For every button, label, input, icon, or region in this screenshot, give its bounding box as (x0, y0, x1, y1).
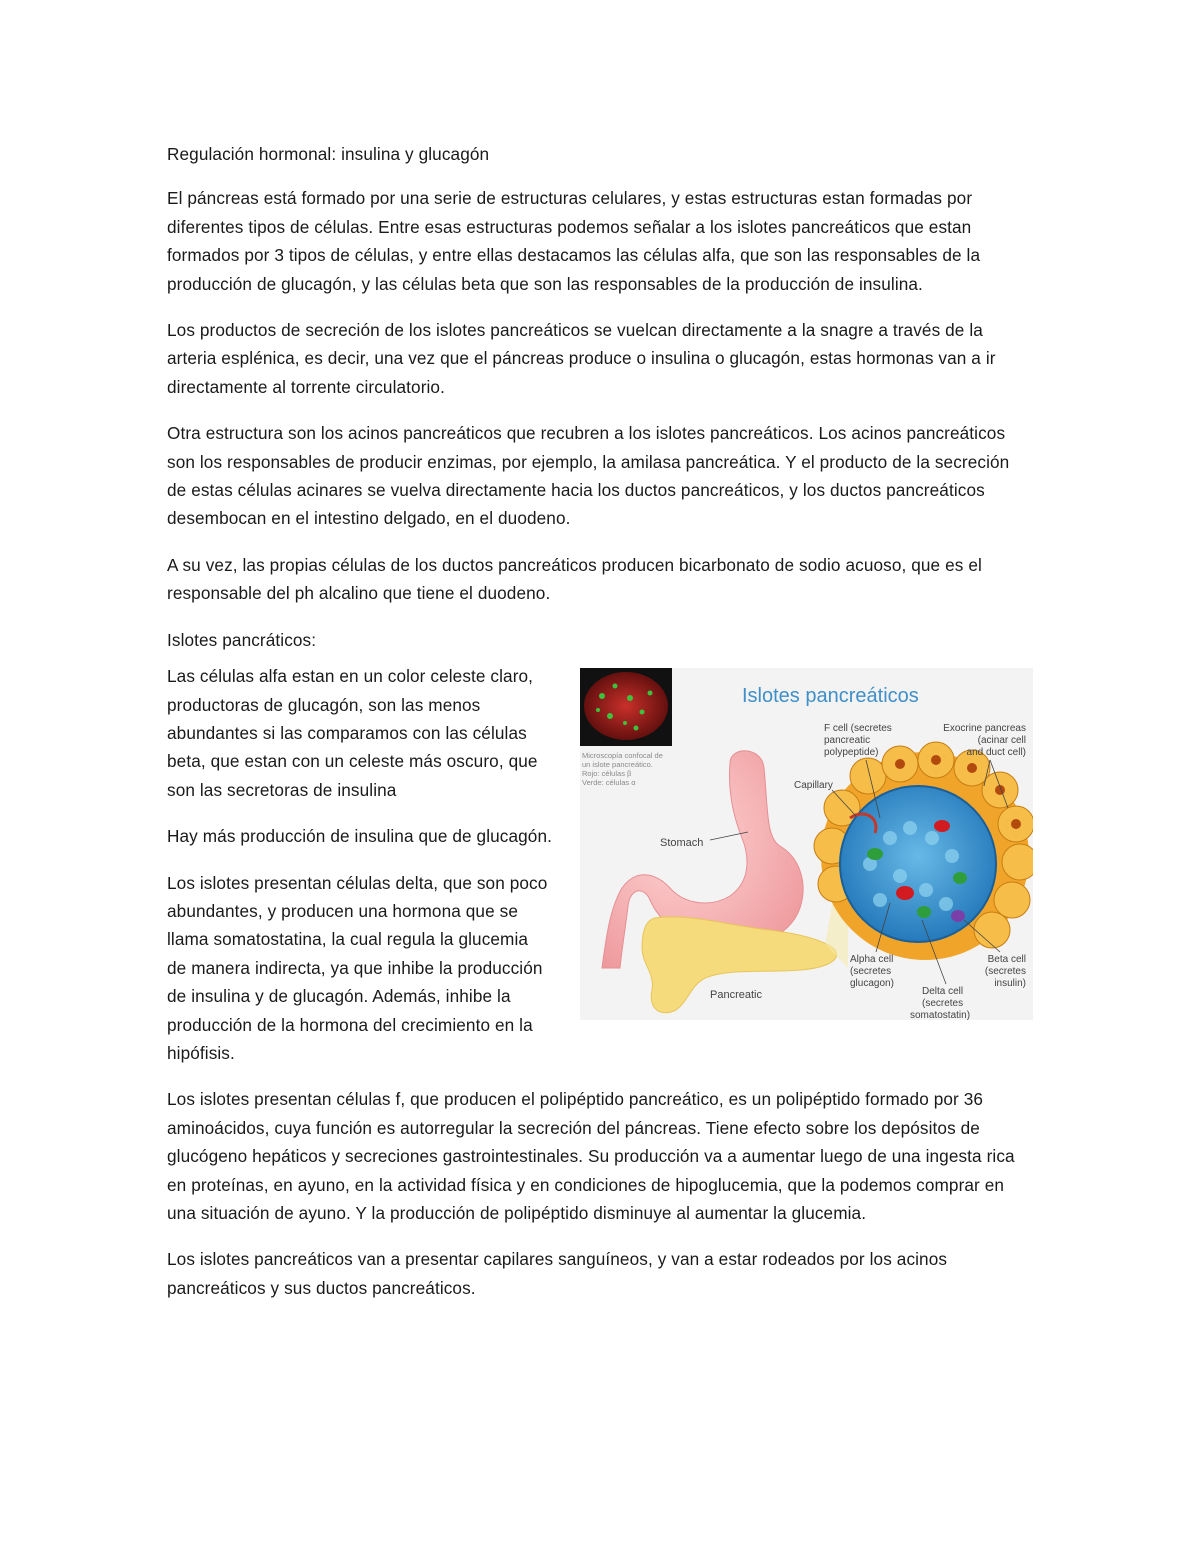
paragraph: El páncreas está formado por una serie de estructuras celulares, y estas estructuras estan formadas por diferentes tipos de células. Entre esas estructuras podemos señalar a los islotes pancreáticos que estan formados por 3 tipos de células, y entre ellas destacamos las células alfa, que son las responsables de la producción de glucagón, y las células beta que son las responsables de la producción de insulina. (167, 188, 981, 294)
figure-title: Islotes pancreáticos (742, 685, 919, 708)
paragraph: Los islotes presentan células f, que producen el polipéptido pancreático, es un polipéptido formado por 36 aminoácidos, cuya función es autorregular la secreción del páncreas. Tiene efecto sobre los depósitos de glucógeno hepáticos y secreciones gastrointestinales. Su producción va a aumentar luego de una ingesta rica en proteínas, en ayuno, en la actividad física y en condiciones de hipoglucemia, que la podemos comprar en una situación de ayuno. Y la producción de polipéptido disminuye al aumentar la glucemia. (167, 1089, 1015, 1223)
label-exocrine: and duct cell) (966, 747, 1026, 759)
micro-caption-line: un islote pancreático. (582, 760, 653, 770)
label-alpha: Alpha cell (850, 954, 894, 966)
document-page (167, 140, 1033, 1320)
islets-figure (580, 668, 1033, 1020)
label-beta: Beta cell (987, 954, 1026, 966)
label-beta: insulin) (994, 978, 1026, 990)
paragraph: Los islotes pancreáticos van a presentar capilares sanguíneos, y van a estar rodeados por los acinos pancreáticos y sus ductos pancreáticos. (167, 1249, 948, 1298)
islets-illustration (580, 668, 1033, 1020)
label-f-cell: pancreatic (824, 735, 871, 747)
paragraph: A su vez, las propias células de los ductos pancreáticos producen bicarbonato de sodio acuoso, que es el responsable del ph alcalino que tiene el duodeno. (167, 554, 982, 604)
label-f-cell: polypeptide) (824, 747, 879, 759)
paragraph: Los islotes presentan células delta, que son poco abundantes, y producen una hormona que se llama somatostatina, la cual regula la glucemia de manera indirecta, ya que inhibe la producción de insulina y de glucagón. Además, inhibe la producción de la hormona del crecimiento en la hipófisis. (167, 872, 548, 1063)
label-capillary: Capillary (794, 780, 833, 792)
label-beta: (secretes (984, 966, 1026, 978)
micro-caption-line: Rojo: células β (582, 769, 632, 779)
paragraph: Las células alfa estan en un color celeste claro, productoras de glucagón, son las menos abundantes si las comparamos con las células beta, que estan con un celeste más oscuro, que son las secretoras de insulina (167, 666, 538, 800)
label-delta: Delta cell (922, 986, 964, 998)
micro-caption-line: Microscopía confocal de (582, 751, 663, 761)
paragraph: Otra estructura son los acinos pancreáticos que recubren a los islotes pancreáticos. Los acinos pancreáticos son los responsables de producir enzimas, por ejemplo, la amilasa pancreática. Y el producto de la secreción de estas células acinares se vuelva directamente hacia los ductos pancreáticos, y los ductos pancreáticos desembocan en el intestino delgado, en el duodeno. (167, 423, 1010, 529)
label-alpha: (secretes (850, 966, 892, 978)
label-exocrine: Exocrine pancreas (943, 723, 1026, 735)
label-exocrine: (acinar cell (977, 735, 1026, 747)
label-f-cell: F cell (secretes (824, 723, 892, 735)
micro-caption-line: Verde: células α (582, 778, 636, 788)
label-stomach: Stomach (660, 837, 704, 850)
label-delta: somatostatin) (910, 1010, 971, 1021)
label-delta: (secretes (922, 998, 964, 1010)
document-title: Regulación hormonal: insulina y glucagón (167, 144, 490, 164)
paragraph: Hay más producción de insulina que de glucagón. (167, 826, 552, 847)
paragraph: Los productos de secreción de los islotes pancreáticos se vuelcan directamente a la snagre a través de la arteria esplénica, es decir, una vez que el páncreas produce o insulina o glucagón, estas hormonas van a ir directamente al torrente circulatorio. (167, 320, 996, 397)
label-alpha: glucagon) (850, 978, 894, 990)
section-heading: Islotes pancráticos: (167, 629, 317, 650)
label-pancreatic: Pancreatic (710, 989, 762, 1002)
